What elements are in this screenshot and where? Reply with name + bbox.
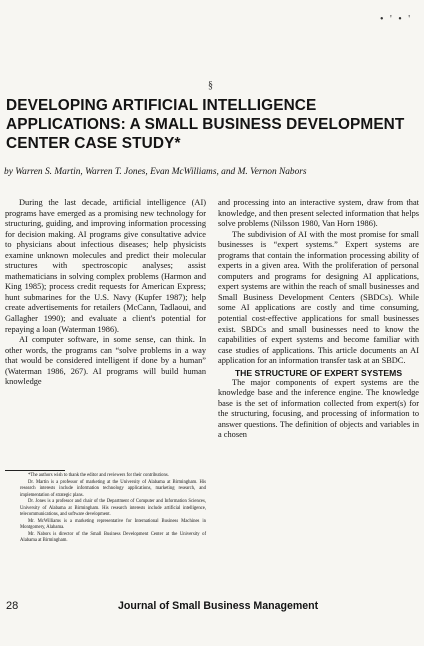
footnote-author-nabors: Mr. Nabors is director of the Small Business Development Center at the University of Alabama at Birmingham. bbox=[20, 532, 206, 544]
footnote-author-jones: Dr. Jones is a professor and chair of the Department of Computer and Information Sciences, University of Alabama at Birmingham. His research interests include artificial intelligence, telecommunications, and software development. bbox=[20, 499, 206, 518]
body-column-left bbox=[5, 198, 206, 388]
page-number: 28 bbox=[6, 600, 19, 612]
journal-name: Journal of Small Business Management bbox=[118, 600, 319, 612]
body-paragraph: and processing into an interactive system, draw from that knowledge, and then present selected information that helps solve problems (Nilsson 1980, Van Horn 1986). bbox=[218, 198, 419, 229]
scan-corner-mark: • ' • ' bbox=[380, 14, 413, 25]
body-paragraph: The subdivision of AI with the most promise for small businesses is “expert systems.” Expert systems are programs that contain the information processing ability of experts in a given area. With the proliferation of personal computers and programs for designing AI applications, expert systems are within the reach of small businesses and Small Business Development Centers (SBDCs). While some AI applications are costly and time consuming, potential cost-effective applications for small businesses exist. SBDCs and small businesses need to know the capabilities of expert systems and become familiar with case studies of applications. This article documents an AI application for an information transfer task at an SBDC. bbox=[218, 229, 419, 366]
footnotes bbox=[20, 473, 206, 545]
footnote-author-mcwilliams: Mr. McWilliams is a marketing representative for International Business Machines in Montgomery, Alabama. bbox=[20, 518, 206, 531]
section-ornament: § bbox=[208, 80, 213, 91]
body-column-right bbox=[218, 198, 419, 441]
section-heading: THE STRUCTURE OF EXPERT SYSTEMS bbox=[234, 367, 403, 378]
footnote-rule bbox=[5, 470, 65, 471]
footnote-author-martin: Dr. Martin is a professor of marketing at the University of Alabama at Birmingham. His research interests include information technology applications, marketing research, and implementation of strategic plans. bbox=[20, 479, 206, 498]
body-paragraph: The major components of expert systems are the knowledge base and the inference engine. The knowledge base is the set of information collected from expert(s) for the structuring, focusing, and processing of information to answer questions. The definition of objects and variables in a chosen bbox=[218, 377, 419, 440]
body-paragraph: AI computer software, in some sense, can think. In other words, the programs can “solve problems in a way that would be considered intelligent if done by a human” (Waterman 1986, 267). AI programs will build human knowledge bbox=[5, 335, 206, 387]
article-byline: by Warren S. Martin, Warren T. Jones, Evan McWilliams, and M. Vernon Nabors bbox=[4, 167, 307, 177]
article-title: DEVELOPING ARTIFICIAL INTELLIGENCE APPLICATIONS: A SMALL BUSINESS DEVELOPMENT CENTER CASE STUDY* bbox=[6, 97, 405, 152]
footnote-acknowledgment: *The authors wish to thank the editor and reviewers for their contributions. bbox=[28, 473, 169, 478]
body-paragraph: During the last decade, artificial intelligence (AI) programs have emerged as a promising new technology for structuring, guiding, and improving information processing for decision making. AI programs give consultative advice to physicians about infectious diseases; help physicists examine unknown molecules and predict their molecular structures with spectroscopic analyses; assist mathematicians in solving complex problems (Harmon and King 1985); process credit requests for American Express; hunt submarines for the U.S. Navy (Kupfer 1987); help create advertisements for retailers (McCann, Tadlaoui, and Gallagher 1990); and evaluate a client's potential for repaying a loan (Waterman 1986). bbox=[5, 198, 206, 334]
